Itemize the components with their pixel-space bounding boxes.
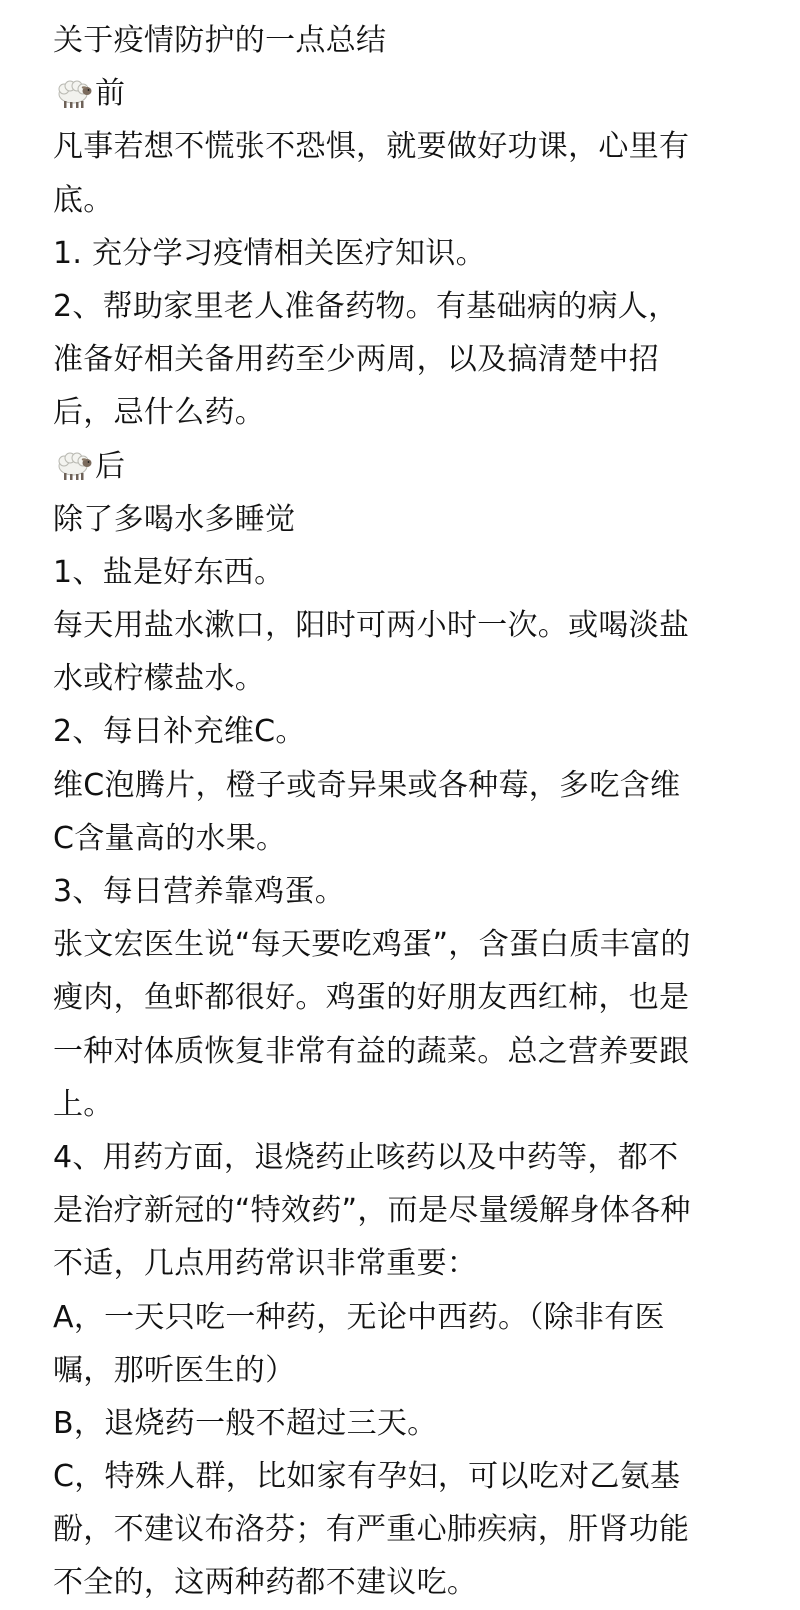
paragraph-line: 2、帮助家里老人准备药物。有基础病的病人， xyxy=(53,288,679,324)
paragraph-line: 后，忌什么药。 xyxy=(53,395,266,431)
paragraph-line: 张文宏医生说“每天要吃鸡蛋”，含蛋白质丰富的 xyxy=(53,927,691,963)
paragraph-line: 是治疗新冠的“特效药”，而是尽量缓解身体各种 xyxy=(53,1193,691,1229)
section-heading-after-text: 后 xyxy=(95,448,126,484)
paragraph-line: 底。 xyxy=(53,182,114,218)
paragraph-line: 1、盐是好东西。 xyxy=(53,554,285,590)
paragraph-line: 3、每日营养靠鸡蛋。 xyxy=(53,874,346,909)
paragraph-line: 准备好相关备用药至少两周，以及搞清楚中招 xyxy=(53,342,659,378)
paragraph-line: 维C泡腾片，橙子或奇异果或各种莓，多吃含维 xyxy=(53,767,681,803)
document-title: 关于疫情防护的一点总结 xyxy=(53,23,387,58)
paragraph-line: 凡事若想不慌张不恐惧，就要做好功课，心里有 xyxy=(53,129,690,165)
paragraph-line: 上。 xyxy=(53,1086,114,1122)
paragraph-line: 4、用药方面，退烧药止咳药以及中药等，都不 xyxy=(53,1139,679,1175)
paragraph-line: 瘦肉，鱼虾都很好。鸡蛋的好朋友西红柿，也是 xyxy=(53,980,690,1016)
paragraph-line: 嘱，那听医生的） xyxy=(53,1352,296,1388)
paragraph-line: 不全的，这两种药都不建议吃。 xyxy=(53,1565,478,1601)
paragraph-line: 一种对体质恢复非常有益的蔬菜。总之营养要跟 xyxy=(53,1033,690,1069)
paragraph-line: 水或柠檬盐水。 xyxy=(53,661,266,697)
sheep-icon xyxy=(53,72,93,112)
sheep-icon xyxy=(53,444,93,484)
section-heading-before-text: 前 xyxy=(95,76,126,112)
paragraph-line: 2、每日补充维C。 xyxy=(53,714,306,750)
paragraph-line: 除了多喝水多睡觉 xyxy=(53,501,296,537)
paragraph-line: 不适，几点用药常识非常重要： xyxy=(53,1246,478,1282)
section-heading-before xyxy=(53,67,753,120)
paragraph-line: A，一天只吃一种药，无论中西药。（除非有医 xyxy=(53,1299,665,1335)
paragraph-line: B，退烧药一般不超过三天。 xyxy=(53,1405,438,1441)
paragraph-line: 酚，不建议布洛芬；有严重心肺疾病，肝肾功能 xyxy=(53,1512,690,1548)
paragraph-line: 1. 充分学习疫情相关医疗知识。 xyxy=(53,235,486,271)
paragraph-line: C，特殊人群，比如家有孕妇，可以吃对乙氨基 xyxy=(53,1459,681,1495)
note-text xyxy=(53,14,753,1610)
section-heading-after xyxy=(53,440,753,493)
paragraph-line: C含量高的水果。 xyxy=(53,820,287,856)
paragraph-line: 每天用盐水漱口，阳时可两小时一次。或喝淡盐 xyxy=(53,608,690,644)
